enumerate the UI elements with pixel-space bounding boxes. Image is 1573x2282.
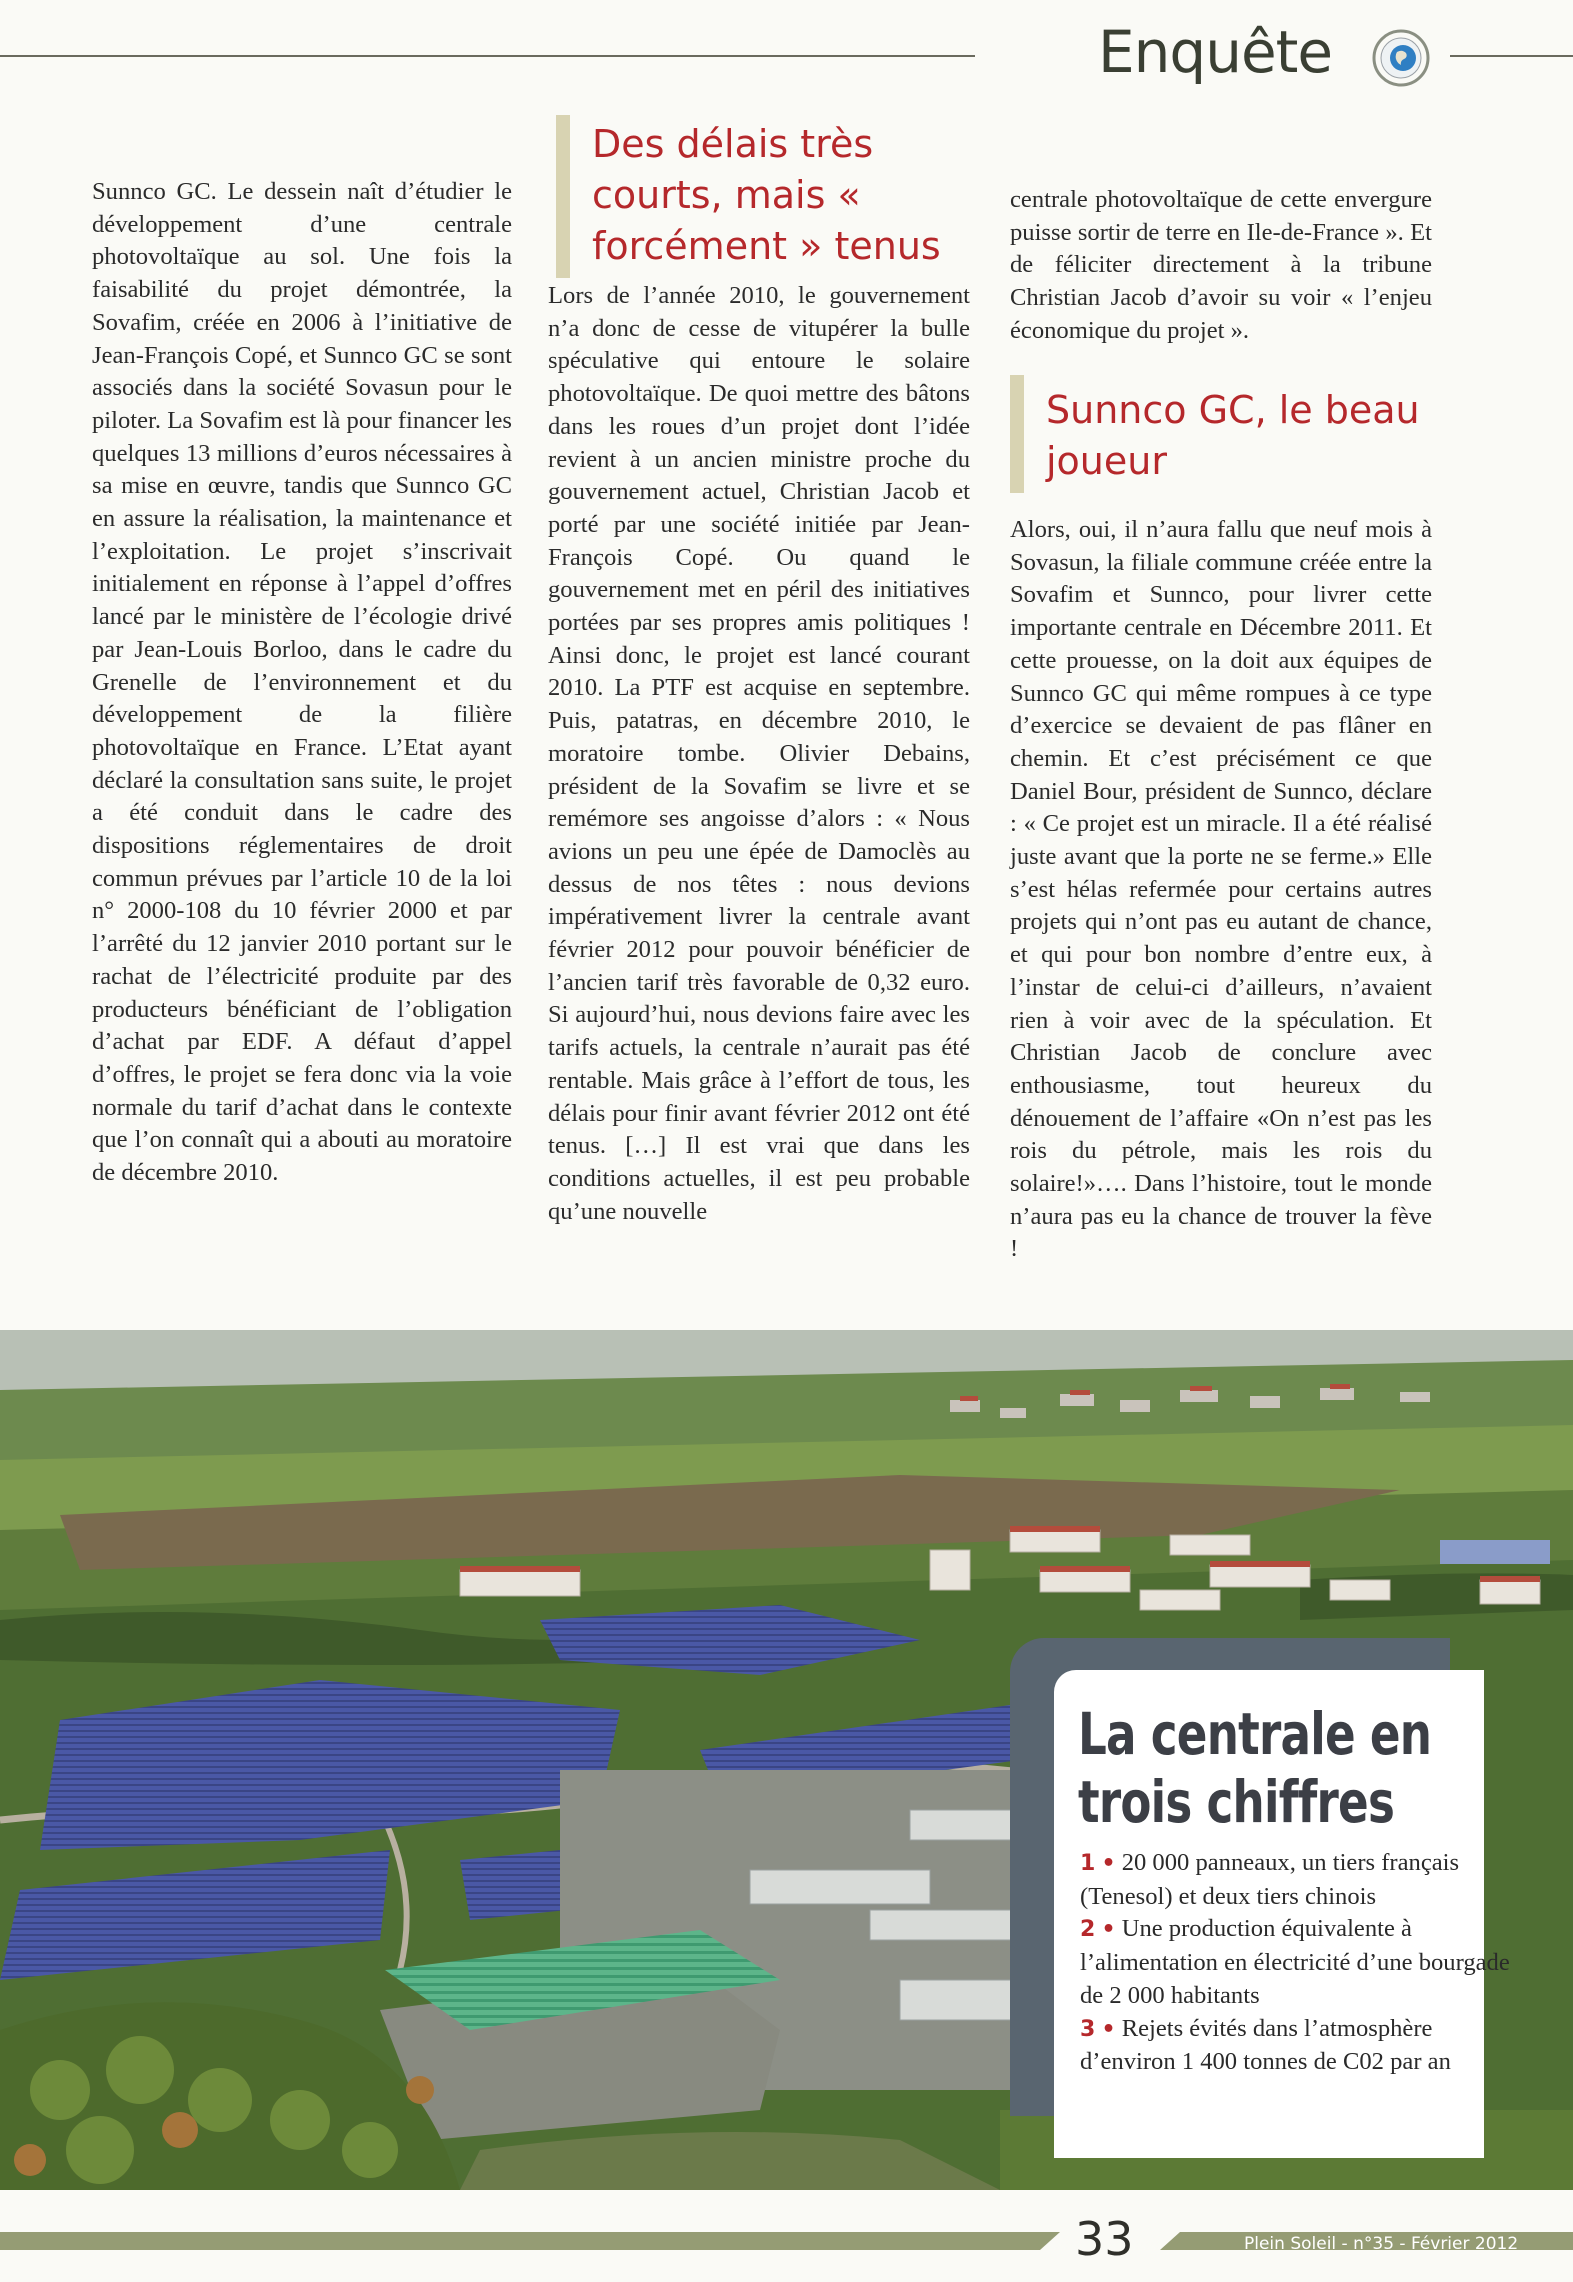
article-column-right: [1010, 514, 1432, 1266]
item-text: 20 000 panneaux, un tiers français (Tenesol) et deux tiers chinois: [1080, 1849, 1460, 1910]
item-number: 2: [1080, 1917, 1096, 1943]
header-rule: [0, 55, 975, 57]
subheading-sunnco: Sunnco GC, le beau joueur: [1010, 375, 1446, 493]
section-title: Enquête: [1098, 18, 1333, 86]
article-paragraph: centrale photovoltaïque de cette envergure puisse sortir de terre en Ile-de-France ». Et de féliciter directement à la tribune Christian Jacob d’avoir su voir « l’enjeu économique du projet ».: [1010, 186, 1432, 344]
item-number: 3: [1080, 2016, 1096, 2042]
article-paragraph: Lors de l’année 2010, le gouvernement n’a donc de cesse de vitupérer la bulle spéculative qui entoure le solaire photovoltaïque. De quoi mettre des bâtons dans les roues d’un projet dont l’idée revient à un ancien ministre proche du gouvernement actuel, Christian Jacob et porté par une société initiée par Jean-François Copé. Ou quand le gouvernement met en péril des initiatives portées par ses propres amis politiques ! Ainsi donc, le projet est lancé courant 2010. La PTF est acquise en septembre. Puis, patatras, en décembre 2010, le moratoire tombe. Olivier Debains, président de la Sovafim se livre et se remémore ses angoisse d’alors : « Nous avions un peu une épée de Damoclès au dessus de nos têtes : nous devions impérativement livrer la centrale avant février 2012 pour pouvoir bénéficier de l’ancien tarif très favorable de 0,32 euro. Si aujourd’hui, nous devions faire avec les tarifs actuels, la centrale n’aurait pas été rentable. Mais grâce à l’effort de tous, les délais pour finir avant février 2012 ont été tenus. […] Il est vrai que dans les conditions actuelles, il est peu probable qu’une nouvelle: [548, 282, 970, 1225]
magazine-issue: Plein Soleil - n°35 - Février 2012: [1244, 2234, 1519, 2254]
article-column-right-top: [1010, 184, 1432, 348]
bullet: •: [1101, 1851, 1116, 1876]
article-column-middle: [548, 280, 970, 1228]
header-rule-right: [1450, 55, 1573, 57]
item-text: Rejets évités dans l’atmosphère d’environ 1 400 tonnes de C02 par an: [1080, 2014, 1451, 2076]
infobox-title: [1078, 1700, 1432, 1836]
infobox-title-line: La centrale en: [1078, 1700, 1432, 1768]
infobox-title-line: trois chiffres: [1078, 1768, 1395, 1836]
bullet: •: [1101, 1917, 1116, 1943]
page-number: 33: [1075, 2212, 1134, 2266]
article-paragraph: Sunnco GC. Le dessein naît d’étudier le développement d’une centrale photovoltaïque au sol. Une fois la faisabilité du projet démontrée, la Sovafim, créée en 2006 à l’initiative de Jean-François Copé, et Sunnco GC se sont associés dans la société Sovasun pour le piloter. La Sovafim est là pour financer les quelques 13 millions d’euros nécessaires à sa mise en œuvre, tandis que Sunnco GC en assure la réalisation, la maintenance et l’exploitation. Le projet s’inscrivait initialement en réponse à l’appel d’offres lancé par le ministère de l’écologie drivé par Jean-Louis Borloo, dans le cadre du Grenelle de l’environnement et du développement de la filière photovoltaïque en France. L’Etat ayant déclaré la consultation sans suite, le projet a été conduit dans le cadre des dispositions réglementaires de droit commun prévues par l’article 10 de la loi n° 2000-108 du 10 février 2000 et par l’arrêté du 12 janvier 2010 portant sur le rachat de l’électricité produite par des producteurs bénéficiant de l’obligation d’achat par EDF. A défaut d’appel d’offres, le projet se fera donc via la voie normale du tarif d’achat dans le contexte que l’on connaît qui a abouti au moratoire de décembre 2010.: [92, 178, 512, 1187]
infobox-item: [1080, 2013, 1510, 2079]
article-paragraph: Alors, oui, il n’aura fallu que neuf mois à Sovasun, la filiale commune créée entre la Sovafim et Sunnco, pour livrer cette importante centrale en Décembre 2011. Et cette prouesse, on la doit aux équipes de Sunnco GC qui même rompues à ce type d’exercice se devaient de pas flâner en chemin. Et c’est précisément ce que Daniel Bour, président de Sunnco, déclare : « Ce projet est un miracle. Il a été réalisé juste avant que la porte ne se ferme.» Elle s’est hélas refermée pour certains autres projets qui n’ont pas eu autant de chance, et qui pour bon nombre d’entre eux, à l’instar de celui-ci d’ailleurs, n’avaient rien à voir avec de la spéculation. Et Christian Jacob de conclure avec enthousiasme, tout heureux du dénouement de l’affaire «On n’est pas les rois du pétrole, mais les rois du solaire!»…. Dans l’histoire, tout le monde n’aura pas eu la chance de trouver la fève !: [1010, 516, 1432, 1263]
footer-band: [0, 2232, 1060, 2250]
infobox-list: [1080, 1847, 1510, 2079]
item-number: 1: [1080, 1851, 1096, 1876]
bullet: •: [1101, 2016, 1116, 2042]
subheading-delais: Des délais très courts, mais « forcément » tenus: [556, 115, 1012, 278]
globe-icon: [1370, 28, 1432, 88]
item-text: Une production équivalente à l’alimentation en électricité d’une bourgade de 2 000 habitants: [1080, 1915, 1510, 2009]
article-column-left: [92, 176, 512, 1190]
infobox-item: [1080, 1913, 1510, 2012]
infobox-item: [1080, 1847, 1510, 1913]
